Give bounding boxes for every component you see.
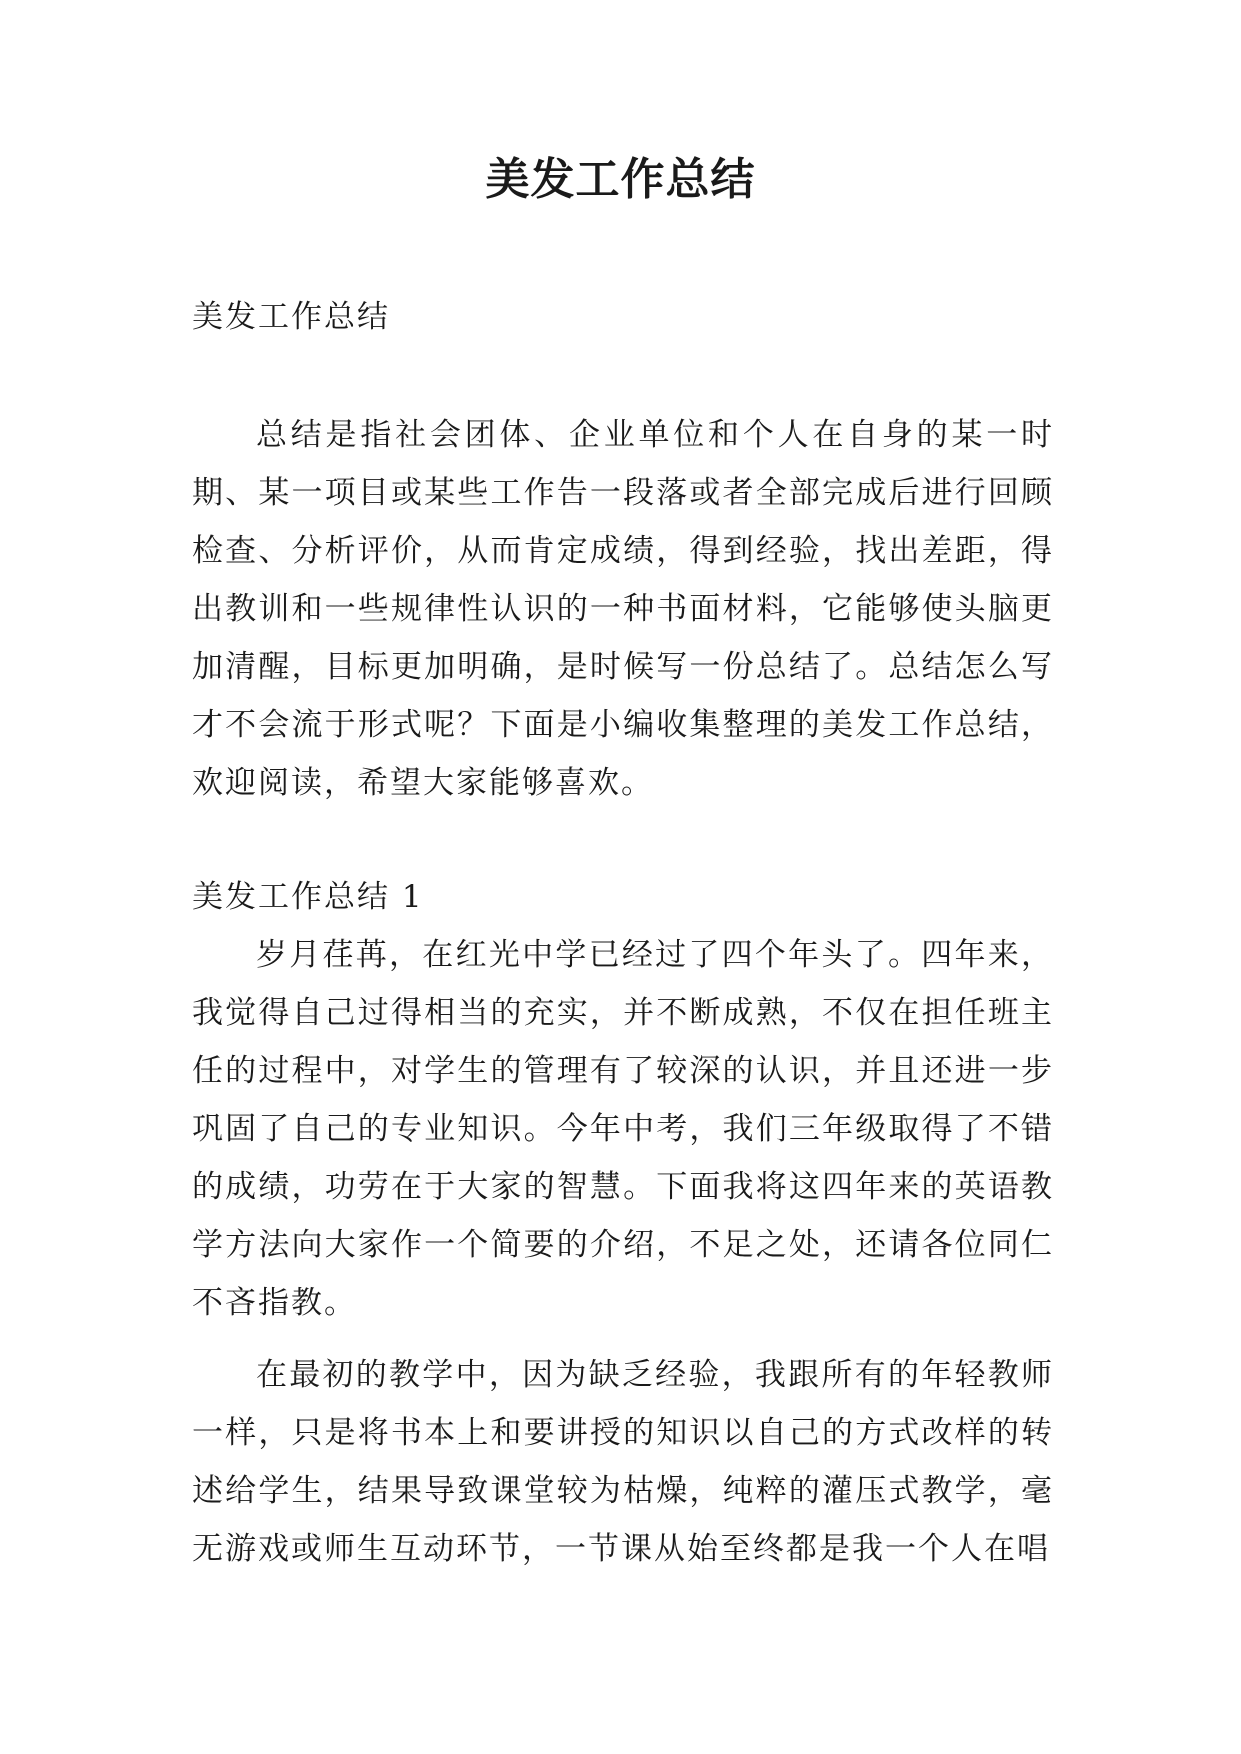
section-heading: 美发工作总结 1 — [192, 879, 424, 915]
intro-paragraph: 总结是指社会团体、企业单位和个人在自身的某一时期、某一项目或某些工作告一段落或者全部完成后进行回顾检查、分析评价，从而肯定成绩，得到经验，找出差距，得出教训和一些规律性认识的一种书面材料，它能够使头脑更加清醒，目标更加明确，是时候写一份总结了。总结怎么写才不会流于形式呢？下面是小编收集整理的美发工作总结，欢迎阅读，希望大家能够喜欢。 — [192, 417, 1054, 801]
body-paragraph: 岁月荏苒，在红光中学已经过了四个年头了。四年来，我觉得自己过得相当的充实，并不断成熟，不仅在担任班主任的过程中，对学生的管理有了较深的认识，并且还进一步巩固了自己的专业知识。今年中考，我们三年级取得了不错的成绩，功劳在于大家的智慧。下面我将这四年来的英语教学方法向大家作一个简要的介绍，不足之处，还请各位同仁不吝指教。 — [192, 937, 1054, 1321]
document-title: 美发工作总结 — [485, 154, 756, 205]
body-paragraph: 在最初的教学中，因为缺乏经验，我跟所有的年轻教师一样，只是将书本上和要讲授的知识以自己的方式改样的转述给学生，结果导致课堂较为枯燥，纯粹的灌压式教学，毫无游戏或师生互动环节，一节课从始至终都是我一个人在唱 — [192, 1357, 1054, 1567]
document-subtitle: 美发工作总结 — [192, 299, 390, 335]
